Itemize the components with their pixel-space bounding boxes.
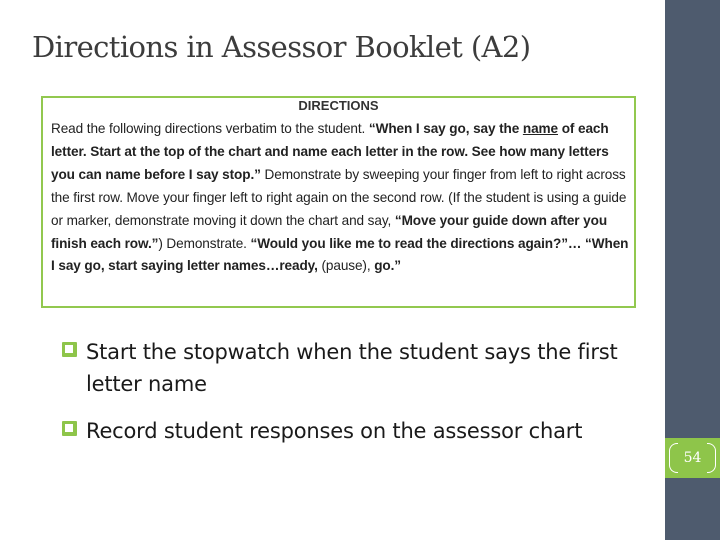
page-number-badge bbox=[665, 438, 720, 478]
bullet-list bbox=[62, 336, 652, 447]
directions-text bbox=[51, 118, 631, 278]
right-bracket-icon bbox=[707, 443, 716, 473]
checkbox-square-icon bbox=[62, 421, 77, 436]
directions-segment: name bbox=[522, 121, 559, 136]
directions-segment: Demonstrate by sweeping your finger from left to right across the first row. Move your finger left to right again on the second row. (If the student is using a guide or marker, demonstrate moving it down the chart and say, bbox=[51, 166, 627, 228]
directions-segment: “Would you like me to read the directions again?”… “When I say go, start saying letter names…ready, bbox=[51, 235, 629, 274]
page-number: 54 bbox=[683, 450, 702, 466]
bullet-text: Record student responses on the assessor chart bbox=[86, 419, 583, 443]
directions-segment: “When I say go, say the bbox=[368, 121, 523, 136]
bullet-item bbox=[62, 336, 652, 400]
directions-box bbox=[41, 96, 636, 308]
slide-title: Directions in Assessor Booklet (A2) bbox=[32, 30, 531, 64]
directions-segment: (pause), bbox=[321, 258, 375, 274]
directions-segment: “Move your guide down after you finish each row.” bbox=[51, 212, 608, 251]
directions-heading: DIRECTIONS bbox=[298, 98, 379, 113]
side-panel bbox=[665, 0, 720, 540]
checkbox-square-icon bbox=[62, 342, 77, 357]
bullet-text: Start the stopwatch when the student says the first letter name bbox=[86, 340, 618, 396]
directions-segment: Read the following directions verbatim to the student. bbox=[51, 121, 369, 136]
bullet-item bbox=[62, 415, 652, 447]
directions-segment: go.” bbox=[374, 258, 401, 274]
directions-segment: of each letter. Start at the top of the chart and name each letter in the row. See how many letters you can name before I say stop.” bbox=[51, 121, 609, 182]
directions-segment: ) Demonstrate. bbox=[158, 235, 251, 251]
